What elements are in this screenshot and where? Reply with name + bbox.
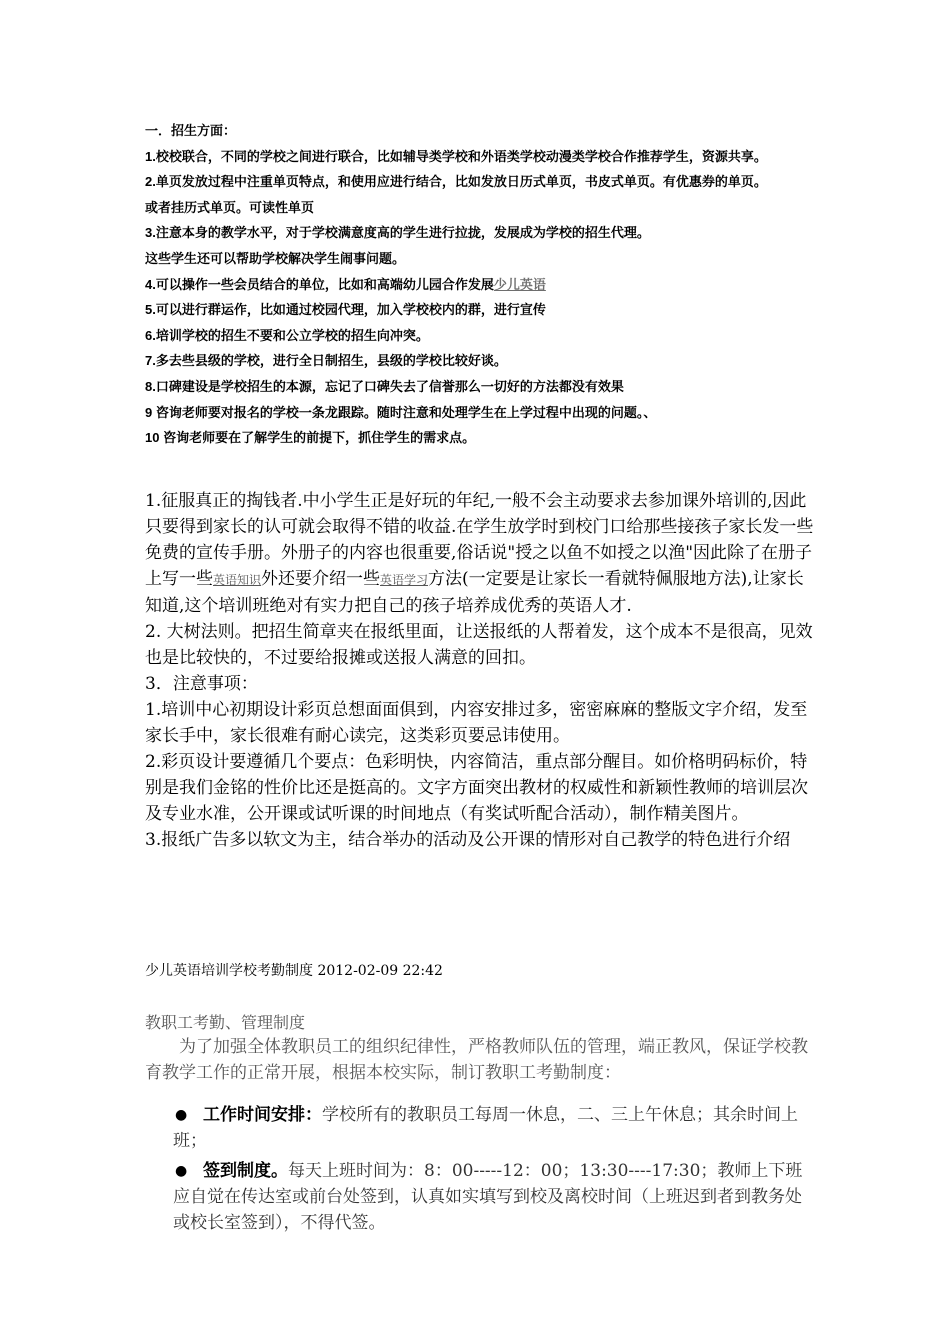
- policy-list: [145, 1102, 815, 1240]
- list-item: 7.多去些县级的学校，进行全日制招生，县级的学校比较好谈。: [145, 353, 507, 369]
- paragraph-text: 外还要介绍一些: [261, 569, 381, 589]
- list-item: 1.校校联合，不同的学校之间进行联合，比如辅导类学校和外语类学校动漫类学校合作推荐学生，资源共享。: [145, 148, 767, 164]
- list-item: 6.培训学校的招生不要和公立学校的招生向冲突。: [145, 327, 429, 343]
- list-item: 或者挂历式单页。可读性单页: [145, 199, 315, 215]
- list-item: 2.单页发放过程中注重单页特点，和使用应进行结合，比如发放日历式单页，书皮式单页。有优惠券的单页。: [145, 174, 767, 190]
- list-item: 3.注意本身的教学水平，对于学校满意度高的学生进行拉拢，发展成为学校的招生代理。: [145, 225, 650, 241]
- policy-intro: 为了加强全体教职员工的组织纪律性，严格教师队伍的管理，端正教风，保证学校教育教学工作的正常开展，根据本校实际，制订教职工考勤制度：: [145, 1037, 808, 1083]
- enrollment-section: [145, 118, 845, 451]
- list-item: [145, 1158, 815, 1236]
- tips-section: [145, 488, 815, 853]
- english-learning-link[interactable]: 英语学习: [380, 573, 429, 587]
- paragraph: 3．注意事项：: [145, 674, 258, 694]
- bullet-label: 工作时间安排：: [203, 1105, 322, 1125]
- bullet-icon: ●: [175, 1107, 188, 1123]
- paragraph: 2.彩页设计要遵循几个要点：色彩明快，内容简洁，重点部分醒目。如价格明码标价，特别是我们金铭的性价比还是挺高的。文字方面突出教材的权威性和新颖性教师的培训层次及专业水准，公开课或试听课的时间地点（有奖试听配合活动），制作精美图片。: [145, 752, 808, 824]
- english-knowledge-link[interactable]: 英语知识: [213, 573, 262, 587]
- list-item: 这些学生还可以帮助学校解决学生闹事问题。: [145, 250, 406, 266]
- policy-heading: 教职工考勤、管理制度: [145, 1013, 306, 1032]
- list-item: 10 咨询老师要在了解学生的前提下，抓住学生的需求点。: [145, 430, 476, 446]
- paragraph: 2. 大树法则。把招生简章夹在报纸里面，让送报纸的人帮着发，这个成本不是很高，见效也是比较快的，不过要给报摊或送报人满意的回扣。: [145, 622, 813, 668]
- bullet-label: 签到制度。: [203, 1161, 288, 1181]
- bullet-text: 每天上班时间为：8：00-----12：00；13:30----17:30；教师上下班应自觉在传达室或前台处签到，认真如实填写到校及离校时间（上班迟到者到教务处或校长室签到），不得代签。: [173, 1161, 803, 1233]
- list-item-text: 4.可以操作一些会员结合的单位，比如和高端幼儿园合作发展: [145, 276, 494, 292]
- list-item: [145, 272, 845, 298]
- list-item: 9 咨询老师要对报名的学校一条龙跟踪。随时注意和处理学生在上学过程中出现的问题。、: [145, 404, 657, 420]
- paragraph: 1.培训中心初期设计彩页总想面面俱到，内容安排过多，密密麻麻的整版文字介绍，发至家长手中，家长很难有耐心读完，这类彩页要忌讳使用。: [145, 700, 808, 746]
- bullet-text: 学校所有的教职员工每周一休息，二、三上午休息；其余时间上班；: [173, 1105, 798, 1151]
- paragraph-text: 方法(一定要是让家长一看就特佩服地方法),让家长知道,这个培训班绝对有实力把自己的孩子培养成优秀的英语人才.: [145, 569, 804, 616]
- article-title: 少儿英语培训学校考勤制度 2012-02-09 22:42: [145, 963, 443, 979]
- kids-english-link[interactable]: 少儿英语: [493, 276, 546, 292]
- list-item: [145, 1102, 815, 1154]
- paragraph: 3.报纸广告多以软文为主，结合举办的活动及公开课的情形对自己教学的特色进行介绍: [145, 830, 791, 850]
- bullet-icon: ●: [175, 1163, 188, 1179]
- section-heading: 一．招生方面：: [145, 123, 237, 138]
- paragraph: [145, 488, 815, 619]
- list-item: 8.口碑建设是学校招生的本源，忘记了口碑失去了信誉那么一切好的方法都没有效果: [145, 378, 624, 394]
- list-item: 5.可以进行群运作，比如通过校园代理，加入学校校内的群，进行宣传: [145, 302, 546, 318]
- paragraph-text: 1.征服真正的掏钱者.中小学生正是好玩的年纪,一般不会主动要求去参加课外培训的,因此只要得到家长的认可就会取得不错的收益.在学生放学时到校门口给那些接孩子家长发一些免费的宣传手册。外册子的内容也很重要,俗话说"授之以鱼不如授之以渔"因此除了在册子上写一些: [145, 491, 814, 589]
